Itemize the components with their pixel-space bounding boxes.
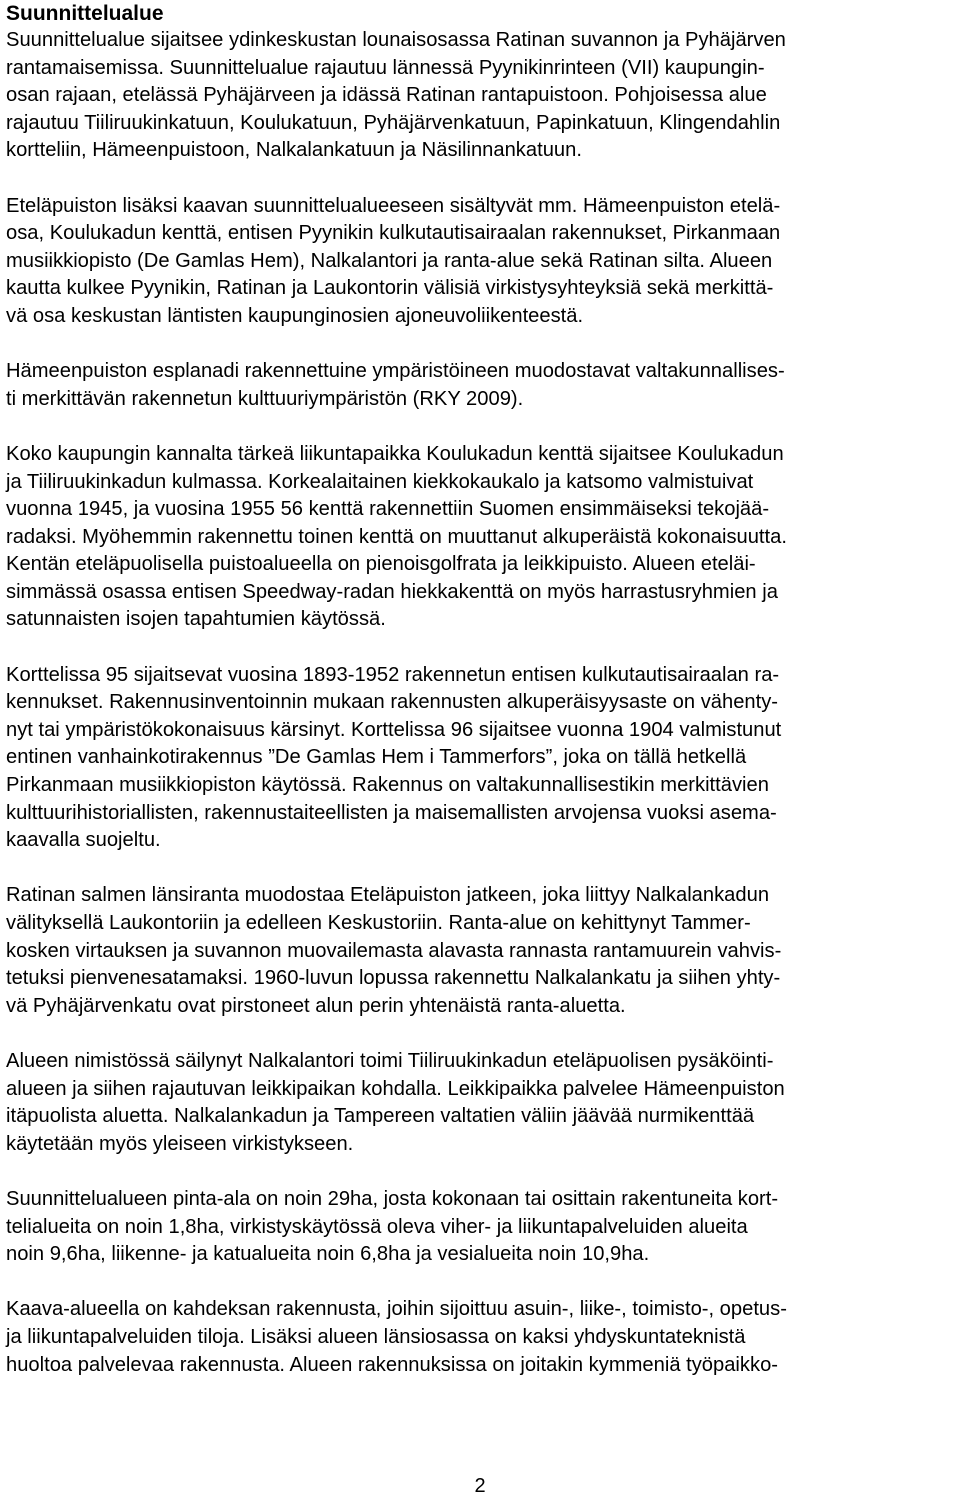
text-line: rajautuu Tiiliruukinkatuun, Koulukatuun, Pyhäjärvenkatuun, Papinkatuun, Klingendahlin <box>6 111 781 134</box>
paragraph-gap <box>6 331 956 359</box>
text-line: Alueen nimistössä säilynyt Nalkalantori toimi Tiiliruukinkadun eteläpuolisen pysäköinti- <box>6 1049 774 1072</box>
text-line: ti merkittävän rakennetun kulttuuriympäristön (RKY 2009). <box>6 387 524 410</box>
body-text <box>6 27 956 1379</box>
text-line: Koko kaupungin kannalta tärkeä liikuntapaikka Koulukadun kenttä sijaitsee Koulukadun <box>6 442 784 465</box>
paragraph <box>6 662 956 855</box>
text-line: huoltoa palvelevaa rakennusta. Alueen rakennuksissa on joitakin kymmeniä työpaikko- <box>6 1353 778 1376</box>
text-line: kautta kulkee Pyynikin, Ratinan ja Laukontorin välisiä virkistysyhteyksiä sekä merkittä- <box>6 277 774 300</box>
paragraph-gap <box>6 1158 956 1186</box>
paragraph <box>6 1186 956 1269</box>
text-line: välityksellä Laukontoriin ja edelleen Keskustoriin. Ranta-alue on kehittynyt Tammer- <box>6 912 751 934</box>
page-number: 2 <box>474 1475 486 1497</box>
text-line: itäpuolista aluetta. Nalkalankadun ja Tampereen valtatien väliin jäävää nurmikenttää <box>6 1105 755 1128</box>
text-line: entinen vanhainkotirakennus ”De Gamlas Hem i Tammerfors”, joka on tällä hetkellä <box>6 746 747 769</box>
text-line: Kentän eteläpuolisella puistoalueella on pienoisgolfrata ja leikkipuisto. Alueen eteläi- <box>6 553 756 576</box>
paragraph-gap <box>6 165 956 193</box>
text-line: osan rajaan, etelässä Pyhäjärveen ja idässä Ratinan rantapuistoon. Pohjoisessa alue <box>6 84 767 107</box>
text-line: satunnaisten isojen tapahtumien käytössä. <box>6 608 386 631</box>
text-line: nyt tai ympäristökokonaisuus kärsinyt. Korttelissa 96 sijaitsee vuonna 1904 valmistunut <box>6 718 782 741</box>
text-line: ja Tiiliruukinkadun kulmassa. Korkealaitainen kiekkokaukalo ja katsomo valmistuivat <box>6 470 754 493</box>
text-line: rantamaisemissa. Suunnittelualue rajautuu lännessä Pyynikinrinteen (VII) kaupungin- <box>6 56 765 79</box>
paragraph <box>6 1296 956 1379</box>
paragraph <box>6 193 956 331</box>
text-line: alueen ja siihen rajautuvan leikkipaikan kohdalla. Leikkipaikka palvelee Hämeenpuiston <box>6 1077 785 1100</box>
paragraph-gap <box>6 1020 956 1048</box>
paragraph-gap <box>6 855 956 883</box>
text-line: vä Pyhäjärvenkatu ovat pirstoneet alun perin yhtenäistä ranta-aluetta. <box>6 994 626 1017</box>
section-heading: Suunnittelualue <box>6 2 164 25</box>
text-line: kulttuurihistoriallisten, rakennustaiteellisten ja maisemallisten arvojensa vuoksi asema- <box>6 801 777 824</box>
paragraph <box>6 882 956 1020</box>
text-line: ja liikuntapalveluiden tiloja. Lisäksi alueen länsiosassa on kaksi yhdyskuntateknistä <box>6 1325 746 1348</box>
text-line: Kaava-alueella on kahdeksan rakennusta, joihin sijoittuu asuin-, liike-, toimisto-, opetus- <box>6 1298 787 1321</box>
text-line: simmässä osassa entisen Speedway-radan hiekkakenttä on myös harrastusryhmien ja <box>6 580 778 603</box>
text-line: kennukset. Rakennusinventoinnin mukaan rakennusten alkuperäisyysaste on vähenty- <box>6 691 779 714</box>
paragraph <box>6 358 956 413</box>
text-line: käytetään myös yleiseen virkistykseen. <box>6 1132 354 1155</box>
text-line: Suunnittelualueen pinta-ala on noin 29ha, josta kokonaan tai osittain rakentuneita kort- <box>6 1187 779 1210</box>
text-line: telialueita on noin 1,8ha, virkistyskäytössä oleva viher- ja liikuntapalveluiden alueita <box>6 1215 748 1238</box>
text-line: noin 9,6ha, liikenne- ja katualueita noin 6,8ha ja vesialueita noin 10,9ha. <box>6 1243 650 1266</box>
text-line: kosken virtauksen ja suvannon muovailemasta alavasta rannasta rantamuurein vahvis- <box>6 939 782 962</box>
text-line: Hämeenpuiston esplanadi rakennettuine ympäristöineen muodostavat valtakunnallises- <box>6 360 785 383</box>
paragraph <box>6 441 956 634</box>
paragraph <box>6 1048 956 1158</box>
paragraph-gap <box>6 1269 956 1297</box>
text-line: Pirkanmaan musiikkiopiston käytössä. Rakennus on valtakunnallisestikin merkittävien <box>6 774 769 797</box>
paragraph-gap <box>6 413 956 441</box>
text-line: radaksi. Myöhemmin rakennettu toinen kenttä on muuttanut alkuperäistä kokonaisuutta. <box>6 525 787 548</box>
paragraph-gap <box>6 634 956 662</box>
document-page <box>6 0 956 1379</box>
text-line: kortteliin, Hämeenpuistoon, Nalkalankatuun ja Näsilinnankatuun. <box>6 139 582 162</box>
text-line: Ratinan salmen länsiranta muodostaa Eteläpuiston jatkeen, joka liittyy Nalkalankadun <box>6 884 770 907</box>
text-line: kaavalla suojeltu. <box>6 829 161 852</box>
text-line: vä osa keskustan läntisten kaupunginosien ajoneuvoliikenteestä. <box>6 304 584 327</box>
text-line: Eteläpuiston lisäksi kaavan suunnittelualueeseen sisältyvät mm. Hämeenpuiston etelä- <box>6 194 781 217</box>
text-line: osa, Koulukadun kenttä, entisen Pyynikin kulkutautisairaalan rakennukset, Pirkanmaan <box>6 222 781 245</box>
text-line: Suunnittelualue sijaitsee ydinkeskustan lounaisosassa Ratinan suvannon ja Pyhäjärven <box>6 29 786 51</box>
text-line: Korttelissa 95 sijaitsevat vuosina 1893-1952 rakennetun entisen kulkutautisairaalan ra- <box>6 663 780 686</box>
paragraph <box>6 27 956 165</box>
text-line: musiikkiopisto (De Gamlas Hem), Nalkalantori ja ranta-alue sekä Ratinan silta. Alueen <box>6 249 773 272</box>
text-line: vuonna 1945, ja vuosina 1955 56 kenttä rakennettiin Suomen ensimmäiseksi tekojää- <box>6 498 770 521</box>
text-line: tetuksi pienvenesatamaksi. 1960-luvun lopussa rakennettu Nalkalankatu ja siihen yhty- <box>6 967 781 990</box>
